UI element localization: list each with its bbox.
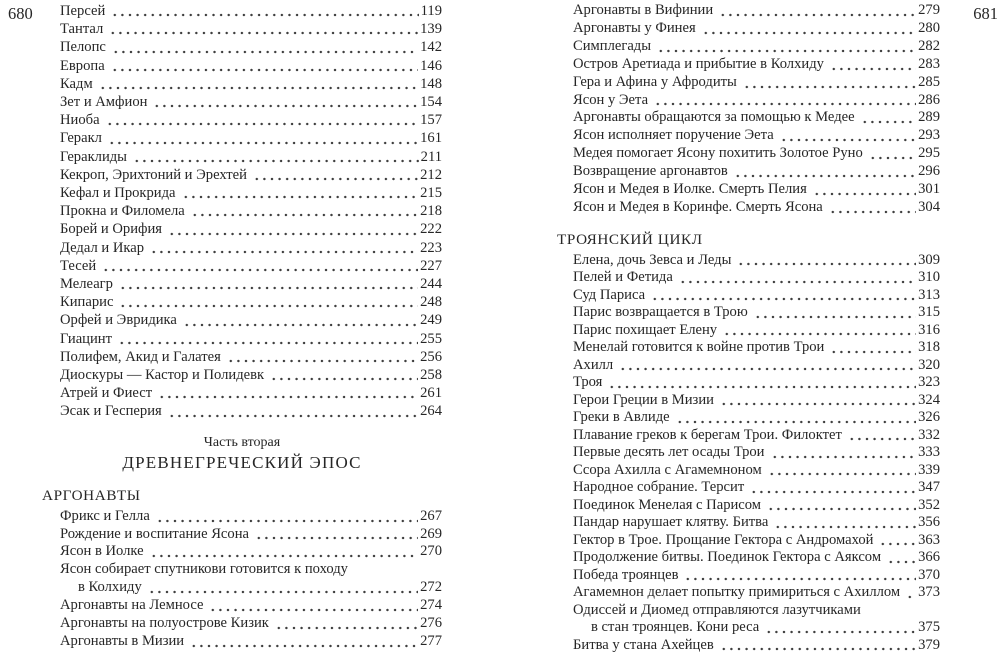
toc-entry-title: Дедал и Икар [60,239,145,256]
toc-entry-page: 211 [420,148,442,165]
toc-entry [573,479,940,497]
toc-entry [573,127,940,145]
dot-leader [722,322,916,339]
toc-entry [60,384,442,402]
dot-leader [701,21,916,38]
toc-entry-title: Кипарис [60,294,114,311]
toc-entry-page: 370 [918,566,940,583]
toc-entry-title: Геракл [60,130,102,147]
toc-entry [60,543,442,561]
toc-entry [573,462,940,480]
toc-entry-title: Возвращение аргонавтов [573,163,728,180]
toc-entry-page: 293 [918,127,940,144]
toc-entry [573,549,940,567]
toc-entry [573,532,940,550]
part-title: ДРЕВНЕГРЕЧЕСКИЙ ЭПОС [122,452,362,472]
toc-entry-page: 218 [420,203,442,220]
toc-entry-title: Пелей и Фетида [573,269,673,286]
toc-entry-page: 282 [918,37,940,54]
dot-leader [118,276,418,293]
dot-leader [905,585,916,602]
dot-leader [678,270,916,287]
section-heading: ТРОЯНСКИЙ ЦИКЛ [557,230,703,248]
toc-entry [573,514,940,532]
dot-leader [117,331,418,348]
dot-leader [878,532,916,549]
toc-entry-title: Аргонавты в Мизии [60,633,185,650]
toc-entry-title: Греки в Авлиде [573,409,670,426]
dot-leader [252,167,418,184]
toc-entry-title: Зет и Амфион [60,94,148,111]
toc-entry-page: 326 [918,409,940,426]
toc-entry [573,2,940,20]
toc-entry-title: Тесей [60,257,97,274]
toc-entry-title: Гектор в Трое. Прощание Гектора с Андромахой [573,531,874,548]
toc-entry [573,304,940,322]
dot-leader [111,40,418,57]
toc-entry-page: 279 [918,2,940,18]
toc-entry [573,269,940,287]
toc-entry-title: Эсак и Гесперия [60,403,162,420]
toc-entry [573,357,940,375]
toc-entry-title: Народное собрание. Терсит [573,479,745,496]
toc-entry-page: 363 [918,531,940,548]
toc-entry-page: 339 [918,461,940,478]
dot-leader [719,637,916,654]
dot-leader [149,544,418,561]
toc-entry-page: 258 [420,367,442,384]
toc-entry-title: Тантал [60,21,104,38]
dot-leader [683,567,916,584]
dot-leader [182,313,418,330]
dot-leader [274,616,418,633]
toc-entry [573,602,940,620]
toc-entry [60,366,442,384]
toc-entry [60,348,442,366]
toc-entry [60,148,442,166]
dot-leader [860,110,917,127]
dot-leader [779,128,916,145]
toc-entry [573,374,940,392]
toc-entry-page: 352 [918,496,940,513]
dot-leader [105,112,419,129]
toc-entry-title: Менелай готовится к войне против Трои [573,339,825,356]
toc-entry-page: 280 [918,19,940,36]
toc-entry [60,293,442,311]
toc-entry [573,497,940,515]
toc-entry [60,257,442,275]
dot-leader [828,200,916,217]
part-kicker: Часть вторая [203,434,281,450]
toc-entry [573,567,940,585]
toc-entry-title: Аргонавты на Лемносе [60,597,204,614]
dot-leader [770,445,917,462]
dot-leader [829,340,916,357]
toc-entry [60,526,442,544]
toc-entry-title: Орфей и Эвридика [60,312,177,329]
dot-leader [733,164,916,181]
toc-entry-title: Агамемнон делает попытку примириться с Ахиллом [573,584,901,601]
toc-entry-page: 274 [420,597,442,614]
toc-entry [573,20,940,38]
left-page-number: 680 [8,4,33,23]
dot-leader [886,550,916,567]
dot-leader [107,131,418,148]
left-page-toc-column [42,2,442,651]
toc-entry-page: 332 [918,426,940,443]
toc-entry [60,202,442,220]
toc-entry-title: Битва у стана Ахейцев [573,636,714,653]
toc-entry-continuation [60,579,442,597]
toc-entry-title: Продолжение битвы. Поединок Гектора с Аяксом [573,549,882,566]
toc-entry-page: 119 [420,3,442,19]
toc-entry-title: Суд Париса [573,286,646,303]
dot-leader [167,222,418,239]
toc-entry-page: 277 [420,633,442,650]
toc-entry-title: Ссора Ахилла с Агамемноном [573,461,762,478]
toc-entry [60,93,442,111]
toc-entry [573,74,940,92]
toc-entry [60,20,442,38]
toc-entry-title: Ясон собирает спутникови готовится к походу [60,561,348,578]
toc-entry-page: 261 [420,385,442,402]
toc-entry-page: 320 [918,356,940,373]
toc-entry-list [42,2,442,421]
toc-entry-page: 333 [918,444,940,461]
section-heading: АРГОНАВТЫ [42,486,141,504]
dot-leader [766,497,916,514]
toc-entry [60,184,442,202]
toc-entry [60,615,442,633]
toc-entry [60,633,442,651]
toc-entry-title: Поединок Менелая с Парисом [573,496,762,513]
toc-entry-title: Кадм [60,75,93,92]
toc-section [557,231,940,654]
toc-entry [573,163,940,181]
toc-entry-page: 222 [420,221,442,238]
toc-entry-page: 315 [918,304,940,321]
toc-entry [60,166,442,184]
dot-leader [155,509,418,526]
toc-entry-title: Ясон и Медея в Иолке. Смерть Пелия [573,181,807,198]
toc-entry-title: Персей [60,3,106,19]
toc-entry [60,561,442,579]
dot-leader [618,357,916,374]
toc-entry [60,38,442,56]
toc-entry [573,252,940,270]
toc-entry-page: 304 [918,198,940,215]
dot-leader [132,149,419,166]
dot-leader [736,252,916,269]
toc-entry-page: 269 [420,525,442,542]
toc-entry-list [557,2,940,217]
toc-entry [60,402,442,420]
toc-entry [60,111,442,129]
toc-entry-title: Медея помогает Ясону похитить Золотое Руно [573,145,863,162]
toc-entry-page: 313 [918,286,940,303]
toc-entry-title: Кефал и Прокрида [60,185,176,202]
dot-leader [650,287,916,304]
toc-entry-page: 223 [420,239,442,256]
dot-leader [152,94,418,111]
toc-entry [573,181,940,199]
toc-entry-page: 264 [420,403,442,420]
toc-entry-page: 227 [420,257,442,274]
dot-leader [147,580,418,597]
toc-entry-title: Ясон исполняет поручение Эета [573,127,774,144]
toc-entry-title: Первые десять лет осады Трои [573,444,765,461]
toc-entry-title: Плавание греков к берегам Трои. Филоктет [573,426,842,443]
toc-entry-page: 248 [420,294,442,311]
dot-leader [149,240,418,257]
toc-entry [60,2,442,20]
toc-entry-title: Фрикс и Гелла [60,507,150,524]
toc-entry [573,199,940,217]
toc-entry [60,75,442,93]
dot-leader [189,634,418,651]
toc-entry-title: Одиссей и Диомед отправляются лазутчиками [573,601,861,618]
toc-entry-page: 272 [420,579,442,596]
toc-entry [60,129,442,147]
toc-entry-page: 215 [420,185,442,202]
dot-leader [190,203,418,220]
dot-leader [749,480,916,497]
dot-leader [254,526,418,543]
dot-leader [719,392,916,409]
toc-entry-page: 256 [420,348,442,365]
toc-entry-page: 249 [420,312,442,329]
toc-entry [573,109,940,127]
dot-leader [226,349,418,366]
toc-entry [573,427,940,445]
toc-entry-page: 323 [918,374,940,391]
dot-leader [675,410,916,427]
toc-entry-page: 270 [420,543,442,560]
toc-entry [573,409,940,427]
toc-entry-title: Диоскуры — Кастор и Полидевк [60,367,265,384]
toc-entry-title: Победа троянцев [573,566,679,583]
toc-entry-title: Пелопс [60,39,106,56]
toc-entry-title: в Колхиду [78,579,142,596]
toc-entry [573,145,940,163]
dot-leader [868,146,916,163]
toc-entry-title: Полифем, Акид и Галатея [60,348,221,365]
toc-entry-page: 154 [420,94,442,111]
dot-leader [167,404,418,421]
toc-entry-page: 324 [918,391,940,408]
toc-entry [573,392,940,410]
dot-leader [742,75,916,92]
toc-entry-title: Ясон у Эета [573,91,649,108]
toc-entry-title: Атрей и Фиест [60,385,153,402]
toc-entry-page: 375 [918,619,940,636]
toc-entry-title: Прокна и Филомела [60,203,185,220]
right-page-number: 681 [973,4,998,23]
toc-entry-title: Ясон и Медея в Коринфе. Смерть Ясона [573,198,823,215]
toc-entry-page: 301 [918,181,940,198]
toc-entry-page: 295 [918,145,940,162]
toc-entry-page: 379 [918,636,940,653]
toc-entry [573,38,940,56]
toc-entry-title: Рождение и воспитание Ясона [60,525,249,542]
dot-leader [118,294,418,311]
dot-leader [656,39,916,56]
toc-entry [60,597,442,615]
toc-entry [60,275,442,293]
toc-entry-page: 309 [918,251,940,268]
toc-entry-page: 146 [420,57,442,74]
dot-leader [110,3,418,20]
toc-entry-page: 286 [918,91,940,108]
part-heading-block [42,434,442,473]
dot-leader [101,258,418,275]
toc-entry-page: 366 [918,549,940,566]
dot-leader [718,3,916,20]
toc-entry [573,56,940,74]
dot-leader [773,515,916,532]
dot-leader [653,92,916,109]
toc-entry-title: Аргонавты на полуострове Кизик [60,615,269,632]
toc-entry-title: Кекроп, Эрихтоний и Эрехтей [60,166,247,183]
dot-leader [812,182,916,199]
toc-entry [573,92,940,110]
toc-entry-page: 310 [918,269,940,286]
toc-entry-page: 267 [420,507,442,524]
toc-entry [573,287,940,305]
toc-entry [573,637,940,654]
toc-entry-page: 318 [918,339,940,356]
dot-leader [108,21,418,38]
toc-entry-page: 285 [918,73,940,90]
dot-leader [98,76,418,93]
toc-section [42,487,442,651]
toc-entry-page: 142 [420,39,442,56]
toc-entry-page: 316 [918,321,940,338]
toc-entry-title: Троя [573,374,603,391]
dot-leader [847,427,916,444]
dot-leader [753,305,916,322]
toc-entry-title: Пандар нарушает клятву. Битва [573,514,769,531]
dot-leader [767,462,916,479]
toc-entry-title: Аргонавты у Финея [573,19,696,36]
toc-entry-title: в стан троянцев. Кони реса [591,619,760,636]
toc-entry-page: 283 [918,55,940,72]
toc-entry-title: Ахилл [573,356,614,373]
toc-entry-title: Парис похищает Елену [573,321,718,338]
toc-entry-title: Мелеагр [60,276,113,293]
toc-entry-continuation [573,619,940,637]
toc-entry-title: Симплегады [573,37,652,54]
toc-entry-title: Елена, дочь Зевса и Леды [573,251,732,268]
toc-entry-title: Остров Аретиада и прибытие в Колхиду [573,55,824,72]
toc-entry-title: Аргонавты обращаются за помощью к Медее [573,109,855,126]
toc-entry-page: 255 [420,330,442,347]
toc-entry-page: 157 [420,112,442,129]
toc-entry-title: Аргонавты в Вифинии [573,2,714,18]
right-page-toc-column [557,2,940,654]
toc-entry [60,57,442,75]
dot-leader [607,375,916,392]
toc-entry-page: 244 [420,276,442,293]
toc-entry-page: 347 [918,479,940,496]
toc-entry [60,508,442,526]
dot-leader [157,385,418,402]
toc-entry-title: Гера и Афина у Афродиты [573,73,737,90]
toc-entry-title: Гераклиды [60,148,127,165]
toc-entry-title: Ниоба [60,112,100,129]
toc-entry-title: Парис возвращается в Трою [573,304,748,321]
toc-entry [60,330,442,348]
toc-entry [60,239,442,257]
toc-entry-page: 276 [420,615,442,632]
toc-entry-title: Европа [60,57,105,74]
toc-entry [573,584,940,602]
toc-entry [60,311,442,329]
toc-entry [60,220,442,238]
toc-entry-title: Герои Греции в Мизии [573,391,714,408]
dot-leader [181,185,419,202]
toc-entry-page: 161 [420,130,442,147]
toc-entry-page: 289 [918,109,940,126]
toc-entry-page: 373 [918,584,940,601]
toc-entry-page: 148 [420,75,442,92]
toc-entry-page: 356 [918,514,940,531]
toc-entry [573,339,940,357]
dot-leader [208,598,418,615]
toc-entry-title: Борей и Орифия [60,221,162,238]
dot-leader [110,58,418,75]
toc-entry [573,444,940,462]
toc-entry-title: Ясон в Иолке [60,543,144,560]
toc-entry-page: 212 [420,166,442,183]
toc-entry-page: 296 [918,163,940,180]
toc-entry [573,322,940,340]
toc-entry-page: 139 [420,21,442,38]
dot-leader [269,367,418,384]
dot-leader [764,620,916,637]
toc-entry-title: Гиацинт [60,330,112,347]
dot-leader [829,57,916,74]
